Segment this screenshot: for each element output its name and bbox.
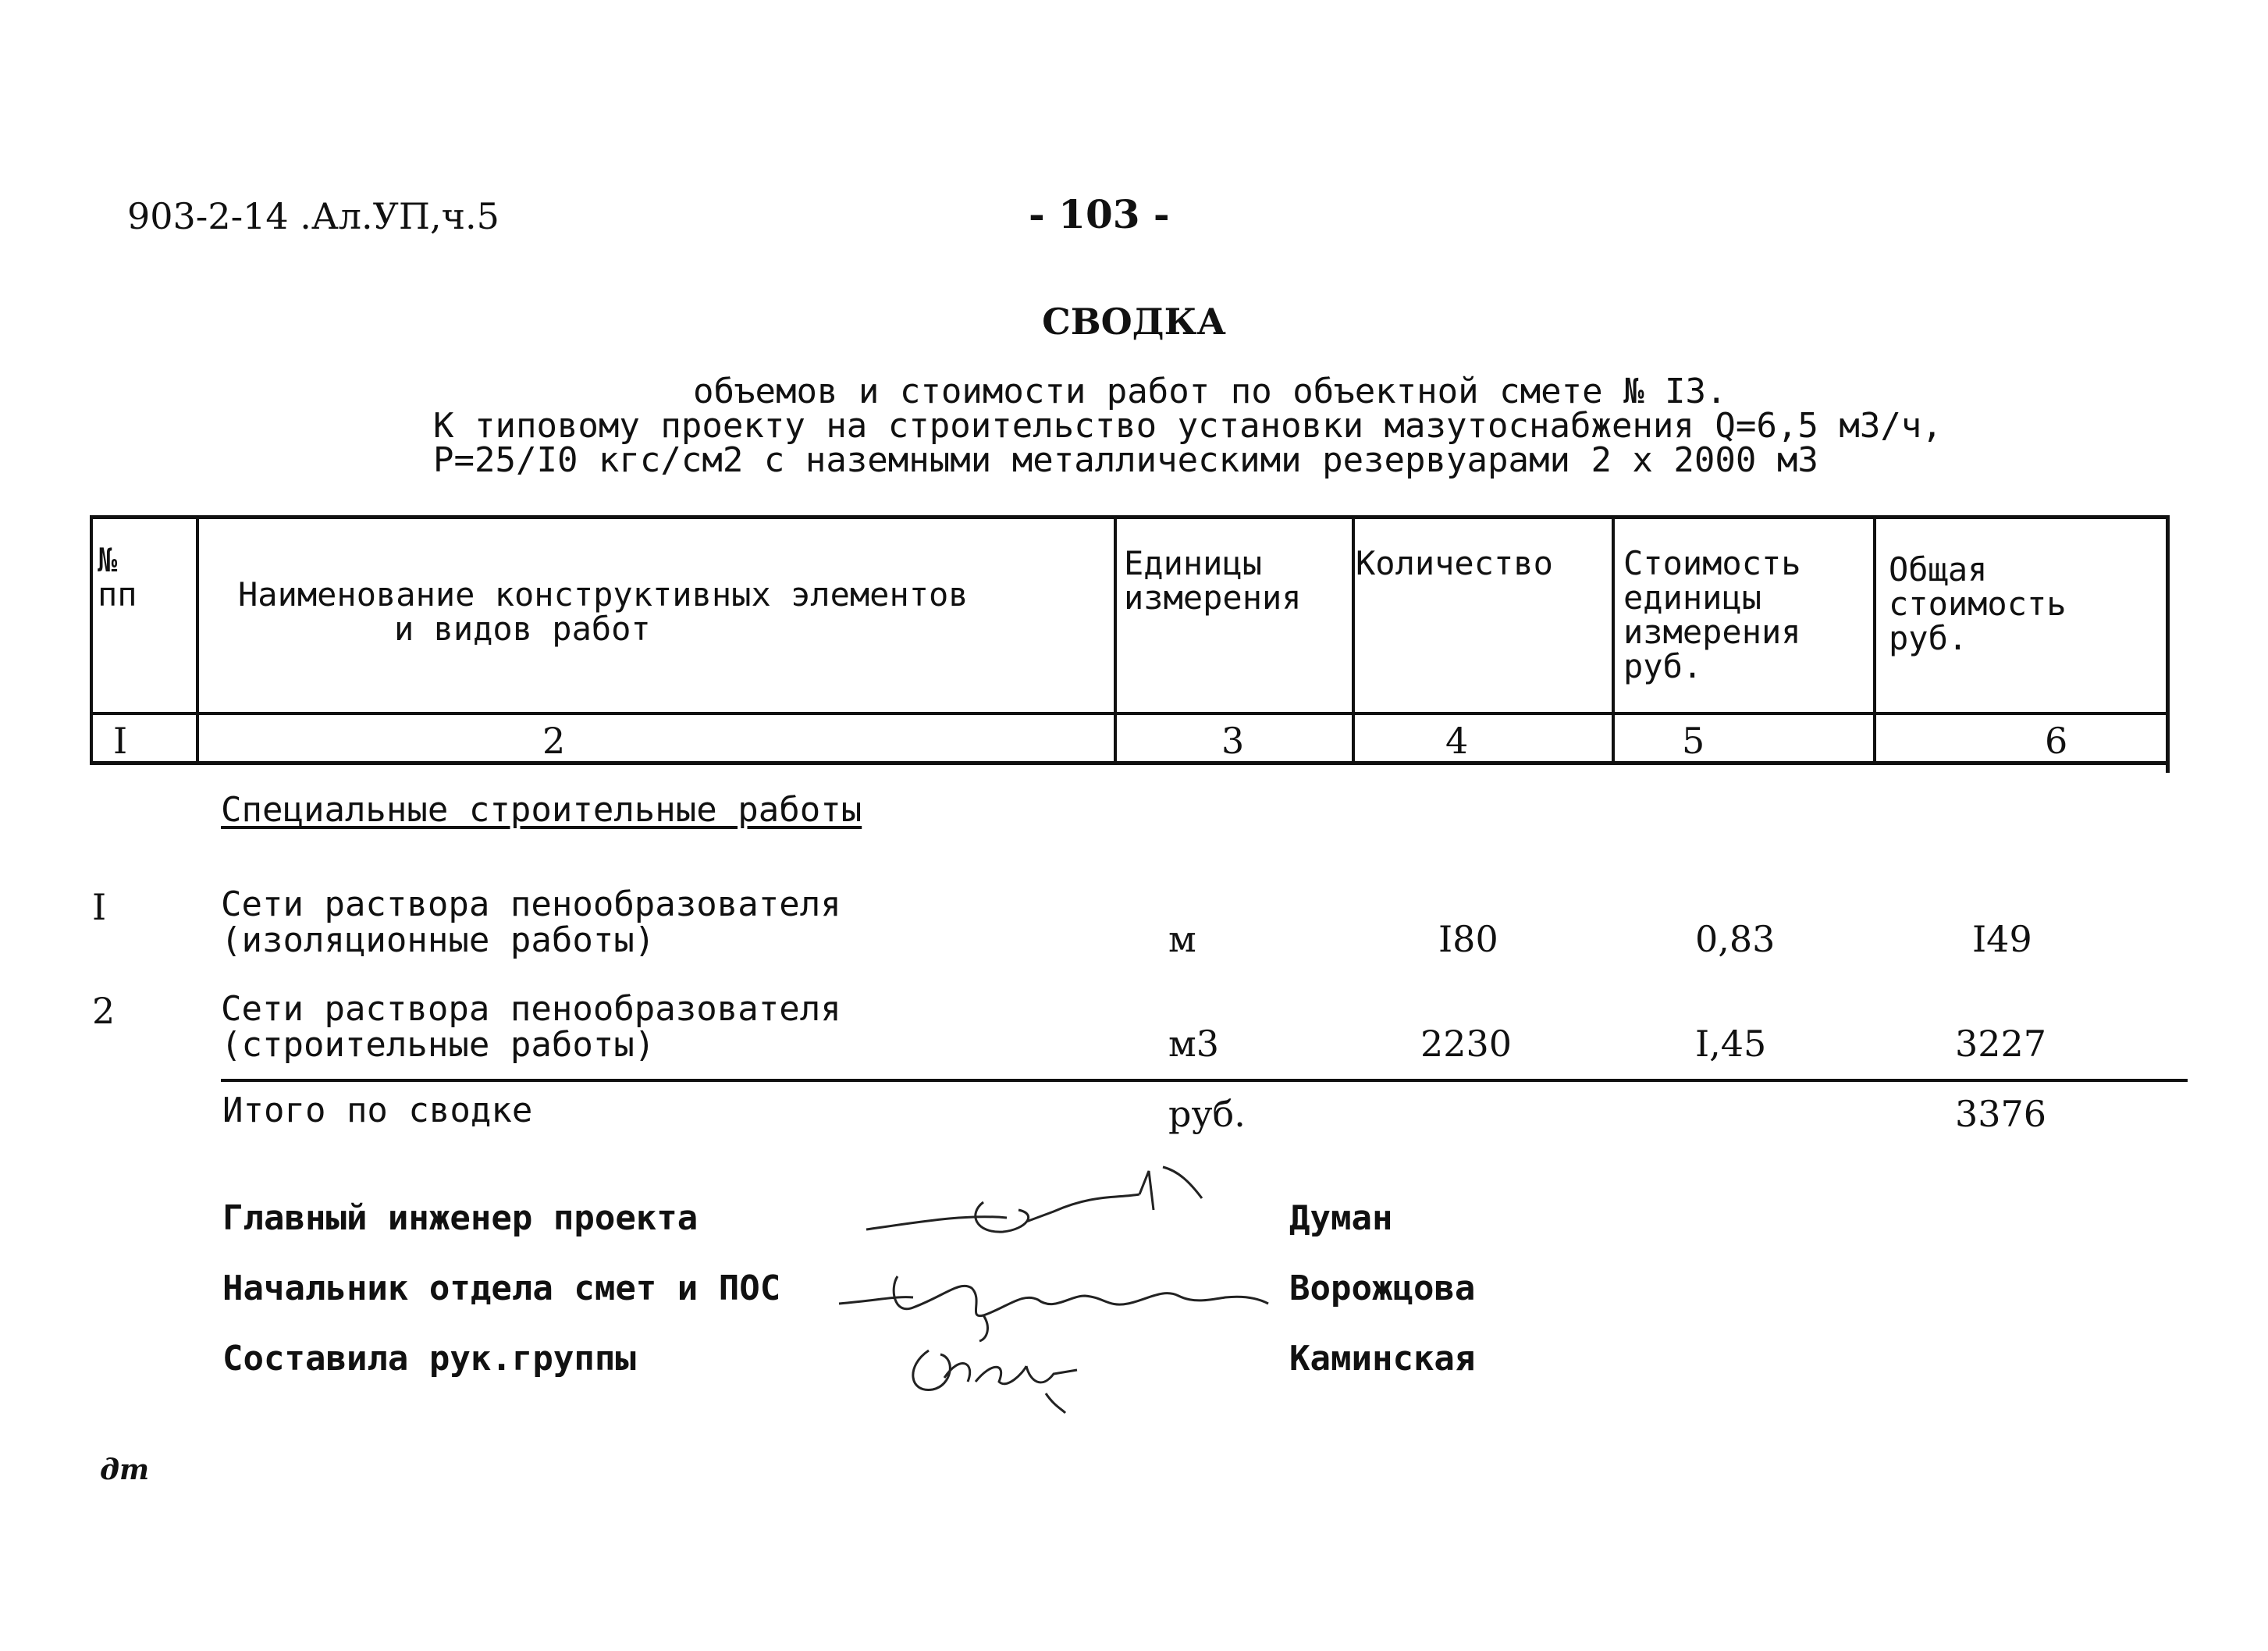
- row-unit: м: [1168, 918, 1196, 960]
- row-unit-cost: 0,83: [1695, 918, 1776, 960]
- signature-title: Начальник отдела смет и ПОС: [222, 1268, 781, 1308]
- header-name: Наименование конструктивных элементов и видов работ: [238, 575, 969, 648]
- column-number: 6: [2045, 720, 2068, 762]
- subtitle-line-2: К типовому проекту на строительство установки мазутоснабжения Q=6,5 м3/ч,: [433, 406, 1943, 446]
- handwritten-signature: [858, 1140, 1233, 1257]
- header-qty: Количество: [1356, 544, 1553, 582]
- document-code: 903-2-14 .Ал.УП,ч.5: [127, 195, 499, 237]
- table-bottom-rule: [90, 761, 2170, 765]
- column-number: 3: [1221, 720, 1245, 762]
- row-qty: I80: [1438, 918, 1498, 960]
- header-total-cost: Общая стоимость руб.: [1889, 550, 2067, 657]
- section-heading: Специальные строительные работы: [221, 790, 862, 830]
- total-unit: руб.: [1168, 1093, 1246, 1135]
- table-col-divider: [196, 515, 199, 765]
- row-unit: м3: [1168, 1023, 1220, 1065]
- document-title: СВОДКА: [1042, 301, 1226, 343]
- subtitle-line-3: P=25/I0 кгс/см2 с наземными металлическими резервуарами 2 x 2000 м3: [433, 440, 1818, 480]
- signature-title: Главный инженер проекта: [222, 1198, 699, 1238]
- footer-mark: дт: [100, 1454, 150, 1486]
- signature-name: Каминская: [1289, 1339, 1476, 1379]
- table-header-separator: [90, 712, 2170, 715]
- row-number: I: [92, 886, 107, 928]
- row-qty: 2230: [1420, 1023, 1513, 1065]
- row-name: Сети раствора пенообразователя (строительные работы): [221, 989, 841, 1065]
- row-name: Сети раствора пенообразователя (изоляционные работы): [221, 884, 841, 960]
- total-separator: [221, 1079, 2188, 1082]
- column-number: 5: [1682, 720, 1705, 762]
- handwritten-signature: [898, 1319, 1116, 1421]
- row-total: 3227: [1955, 1023, 2047, 1065]
- column-number: I: [113, 720, 128, 762]
- row-number: 2: [92, 990, 116, 1032]
- table-col-divider: [1114, 515, 1117, 765]
- row-unit-cost: I,45: [1695, 1023, 1767, 1065]
- total-label: Итого по сводке: [222, 1091, 533, 1130]
- signature-name: Ворожцова: [1289, 1268, 1476, 1308]
- table-col-divider: [1873, 515, 1876, 765]
- header-num: № пп: [98, 541, 137, 614]
- column-number: 2: [542, 720, 566, 762]
- signature-title: Составила рук.группы: [222, 1339, 636, 1379]
- table-col-divider: [2166, 515, 2170, 773]
- table-col-divider: [1352, 515, 1355, 765]
- table-col-divider: [1612, 515, 1615, 765]
- column-number: 4: [1445, 720, 1469, 762]
- subtitle-line-1: объемов и стоимости работ по объектной смете № I3.: [693, 372, 1727, 411]
- table-col-divider: [90, 515, 93, 765]
- page-number: - 103 -: [1029, 191, 1170, 237]
- header-unit: Единицы измерения: [1124, 544, 1302, 617]
- table-header: [90, 515, 2170, 765]
- row-total: I49: [1972, 918, 2032, 960]
- signature-name: Думан: [1289, 1198, 1393, 1238]
- table-top-rule: [90, 515, 2170, 519]
- total-value: 3376: [1955, 1093, 2047, 1135]
- header-unit-cost: Стоимость единицы измерения руб.: [1623, 544, 1801, 685]
